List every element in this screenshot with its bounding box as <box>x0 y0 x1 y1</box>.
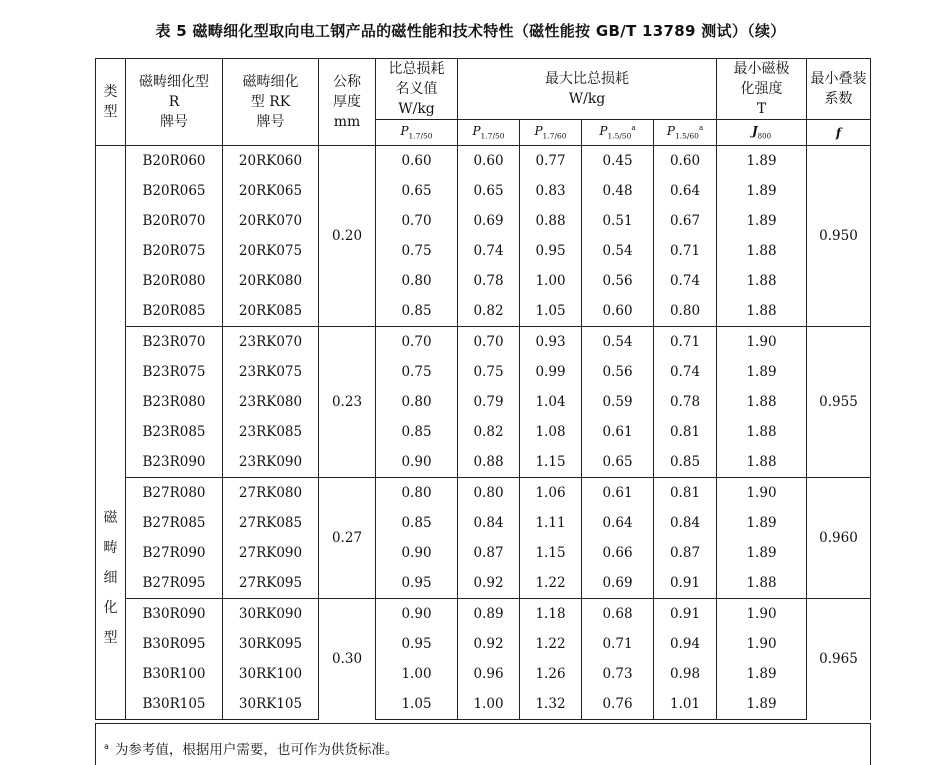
header-max-loss <box>458 59 717 120</box>
loss-cell: 0.91 <box>654 568 717 599</box>
loss-cell: 0.88 <box>458 447 520 478</box>
type-char: 化 <box>103 599 118 616</box>
loss-cell: 1.01 <box>654 689 717 720</box>
header-line: 最大比总损耗 <box>545 71 629 87</box>
table-row <box>96 447 871 478</box>
loss-cell: 0.70 <box>376 206 458 236</box>
loss-cell: 0.87 <box>654 538 717 568</box>
table-row <box>96 236 871 266</box>
grade-r-cell: B23R075 <box>126 357 223 387</box>
table-row <box>96 296 871 327</box>
symbol-main: P <box>666 124 675 139</box>
loss-cell: 0.66 <box>582 538 654 568</box>
grade-r-cell: B23R090 <box>126 447 223 478</box>
grade-r-cell: B27R085 <box>126 508 223 538</box>
grade-r-cell: B20R070 <box>126 206 223 236</box>
grade-rk-cell: 30RK105 <box>223 689 319 720</box>
header-grade-rk <box>223 59 319 146</box>
symbol-sub: 1.7/50 <box>408 131 433 141</box>
grade-rk-cell: 23RK090 <box>223 447 319 478</box>
table-row <box>96 417 871 447</box>
loss-cell: 0.65 <box>582 447 654 478</box>
loss-cell: 0.95 <box>376 629 458 659</box>
type-cell <box>96 146 126 720</box>
header-line: 比总损耗 <box>388 61 445 77</box>
footnote-mark: a <box>698 124 704 133</box>
table-row <box>96 357 871 387</box>
header-line: 化强度 <box>740 81 783 97</box>
header-nominal-loss <box>376 59 458 120</box>
loss-cell: 1.22 <box>520 568 582 599</box>
loss-cell: 0.84 <box>458 508 520 538</box>
header-row <box>96 59 871 120</box>
loss-cell: 0.54 <box>582 236 654 266</box>
loss-cell: 0.73 <box>582 659 654 689</box>
loss-cell: 0.56 <box>582 266 654 296</box>
grade-rk-cell: 27RK095 <box>223 568 319 599</box>
header-type <box>96 59 126 146</box>
table-row <box>96 659 871 689</box>
loss-cell: 0.76 <box>582 689 654 720</box>
header-line: T <box>756 101 767 117</box>
symbol-main: f <box>835 125 842 140</box>
loss-cell: 0.91 <box>654 599 717 630</box>
grade-rk-cell: 30RK100 <box>223 659 319 689</box>
polarization-cell: 1.90 <box>717 327 807 358</box>
stacking-cell: 0.950 <box>807 146 871 327</box>
loss-cell: 0.69 <box>582 568 654 599</box>
header-line: 磁畴细化型 <box>139 74 209 90</box>
loss-cell: 0.99 <box>520 357 582 387</box>
loss-cell: 0.92 <box>458 568 520 599</box>
header-line: 最小磁极 <box>733 61 790 77</box>
loss-cell: 0.69 <box>458 206 520 236</box>
loss-cell: 0.78 <box>458 266 520 296</box>
loss-cell: 0.84 <box>654 508 717 538</box>
type-char: 型 <box>103 629 118 646</box>
thickness-cell: 0.30 <box>319 599 376 720</box>
grade-rk-cell: 30RK090 <box>223 599 319 630</box>
loss-cell: 0.67 <box>654 206 717 236</box>
polarization-cell: 1.90 <box>717 629 807 659</box>
loss-cell: 0.82 <box>458 296 520 327</box>
grade-r-cell: B27R090 <box>126 538 223 568</box>
grade-rk-cell: 30RK095 <box>223 629 319 659</box>
loss-cell: 0.60 <box>654 146 717 177</box>
loss-cell: 0.45 <box>582 146 654 177</box>
polarization-cell: 1.89 <box>717 689 807 720</box>
grade-rk-cell: 20RK075 <box>223 236 319 266</box>
loss-cell: 0.60 <box>376 146 458 177</box>
table-row <box>96 689 871 720</box>
grade-rk-cell: 27RK090 <box>223 538 319 568</box>
grade-rk-cell: 20RK070 <box>223 206 319 236</box>
grade-rk-cell: 23RK075 <box>223 357 319 387</box>
loss-cell: 0.80 <box>654 296 717 327</box>
symbol-main: J <box>751 124 758 139</box>
header-line: W/kg <box>568 91 606 107</box>
loss-cell: 0.95 <box>520 236 582 266</box>
loss-cell: 0.48 <box>582 176 654 206</box>
loss-cell: 0.61 <box>582 417 654 447</box>
polarization-cell: 1.88 <box>717 266 807 296</box>
symbol-p15-60 <box>654 120 717 146</box>
grade-r-cell: B20R080 <box>126 266 223 296</box>
loss-cell: 0.65 <box>458 176 520 206</box>
polarization-cell: 1.90 <box>717 599 807 630</box>
loss-cell: 0.90 <box>376 538 458 568</box>
polarization-cell: 1.89 <box>717 538 807 568</box>
loss-cell: 1.22 <box>520 629 582 659</box>
type-char: 磁 <box>103 509 118 526</box>
header-line: 磁畴细化 <box>242 74 299 90</box>
header-line: 牌号 <box>256 114 285 130</box>
symbol-f <box>807 120 871 146</box>
footnote-mark: a <box>104 741 109 751</box>
loss-cell: 1.00 <box>376 659 458 689</box>
polarization-cell: 1.89 <box>717 659 807 689</box>
table-row <box>96 538 871 568</box>
loss-cell: 0.85 <box>376 296 458 327</box>
polarization-cell: 1.89 <box>717 206 807 236</box>
symbol-main: P <box>472 124 481 139</box>
loss-cell: 1.11 <box>520 508 582 538</box>
symbol-j800 <box>717 120 807 146</box>
loss-cell: 1.26 <box>520 659 582 689</box>
table-row <box>96 387 871 417</box>
type-char: 畴 <box>103 539 118 556</box>
table-title: 表 5 磁畴细化型取向电工钢产品的磁性能和技术特性（磁性能按 GB/T 13789 测试）（续） <box>155 22 786 40</box>
loss-cell: 0.70 <box>458 327 520 358</box>
table-row <box>96 206 871 236</box>
loss-cell: 0.71 <box>654 327 717 358</box>
header-line: 型 RK <box>250 94 291 110</box>
loss-cell: 0.85 <box>376 508 458 538</box>
loss-cell: 0.78 <box>654 387 717 417</box>
loss-cell: 0.74 <box>458 236 520 266</box>
loss-cell: 1.18 <box>520 599 582 630</box>
table-row <box>96 327 871 358</box>
loss-cell: 0.83 <box>520 176 582 206</box>
grade-r-cell: B30R105 <box>126 689 223 720</box>
symbol-main: P <box>534 124 543 139</box>
grade-rk-cell: 20RK065 <box>223 176 319 206</box>
loss-cell: 0.80 <box>376 266 458 296</box>
footnote-body: 为参考值，根据用户需要，也可作为供货标准。 <box>114 742 399 758</box>
symbol-sub: 1.7/60 <box>542 131 567 141</box>
header-thickness <box>319 59 376 146</box>
loss-cell: 0.95 <box>376 568 458 599</box>
loss-cell: 1.05 <box>520 296 582 327</box>
grade-r-cell: B27R080 <box>126 478 223 509</box>
thickness-cell: 0.23 <box>319 327 376 478</box>
loss-cell: 0.85 <box>376 417 458 447</box>
header-type-line: 类 <box>103 84 118 100</box>
loss-cell: 0.54 <box>582 327 654 358</box>
symbol-p17-50-nominal <box>376 120 458 146</box>
loss-cell: 0.74 <box>654 266 717 296</box>
loss-cell: 0.75 <box>376 236 458 266</box>
loss-cell: 0.81 <box>654 478 717 509</box>
grade-rk-cell: 27RK080 <box>223 478 319 509</box>
footnote <box>95 723 871 765</box>
loss-cell: 1.08 <box>520 417 582 447</box>
polarization-cell: 1.88 <box>717 387 807 417</box>
type-char: 细 <box>103 569 118 586</box>
header-line: 名义值 <box>395 81 438 97</box>
polarization-cell: 1.90 <box>717 478 807 509</box>
header-min-polarization <box>717 59 807 120</box>
symbol-sub: 1.5/50 <box>607 131 632 141</box>
header-line: W/kg <box>398 101 435 117</box>
grade-r-cell: B23R085 <box>126 417 223 447</box>
loss-cell: 0.60 <box>582 296 654 327</box>
grade-r-cell: B20R075 <box>126 236 223 266</box>
grade-r-cell: B20R085 <box>126 296 223 327</box>
polarization-cell: 1.89 <box>717 176 807 206</box>
loss-cell: 0.68 <box>582 599 654 630</box>
header-line: 最小叠装 <box>810 71 867 87</box>
loss-cell: 1.05 <box>376 689 458 720</box>
thickness-cell: 0.20 <box>319 146 376 327</box>
header-stacking-factor <box>807 59 871 120</box>
footnote-text <box>104 738 398 758</box>
polarization-cell: 1.89 <box>717 146 807 177</box>
table-row <box>96 146 871 177</box>
grade-rk-cell: 23RK080 <box>223 387 319 417</box>
polarization-cell: 1.88 <box>717 236 807 266</box>
header-line: 系数 <box>824 91 853 107</box>
loss-cell: 0.59 <box>582 387 654 417</box>
header-line: mm <box>333 114 361 130</box>
grade-r-cell: B23R080 <box>126 387 223 417</box>
grade-rk-cell: 27RK085 <box>223 508 319 538</box>
loss-cell: 0.85 <box>654 447 717 478</box>
loss-cell: 0.80 <box>376 478 458 509</box>
symbol-sub: 800 <box>757 132 772 141</box>
properties-table <box>95 58 871 720</box>
loss-cell: 0.71 <box>582 629 654 659</box>
loss-cell: 0.71 <box>654 236 717 266</box>
loss-cell: 0.96 <box>458 659 520 689</box>
table-row <box>96 176 871 206</box>
loss-cell: 0.82 <box>458 417 520 447</box>
loss-cell: 0.56 <box>582 357 654 387</box>
loss-cell: 1.04 <box>520 387 582 417</box>
loss-cell: 0.64 <box>582 508 654 538</box>
loss-cell: 0.90 <box>376 599 458 630</box>
grade-r-cell: B27R095 <box>126 568 223 599</box>
polarization-cell: 1.88 <box>717 296 807 327</box>
grade-rk-cell: 23RK070 <box>223 327 319 358</box>
loss-cell: 0.65 <box>376 176 458 206</box>
table-row <box>96 568 871 599</box>
polarization-cell: 1.88 <box>717 447 807 478</box>
loss-cell: 0.61 <box>582 478 654 509</box>
grade-rk-cell: 23RK085 <box>223 417 319 447</box>
symbol-p17-60 <box>520 120 582 146</box>
table-row <box>96 629 871 659</box>
header-line: R <box>168 94 180 110</box>
grade-rk-cell: 20RK085 <box>223 296 319 327</box>
loss-cell: 0.81 <box>654 417 717 447</box>
loss-cell: 0.75 <box>376 357 458 387</box>
grade-r-cell: B30R100 <box>126 659 223 689</box>
header-type-line: 型 <box>103 104 118 120</box>
grade-r-cell: B23R070 <box>126 327 223 358</box>
stacking-cell: 0.960 <box>807 478 871 599</box>
loss-cell: 0.60 <box>458 146 520 177</box>
loss-cell: 0.70 <box>376 327 458 358</box>
loss-cell: 1.00 <box>458 689 520 720</box>
grade-rk-cell: 20RK080 <box>223 266 319 296</box>
symbol-main: P <box>599 124 608 139</box>
loss-cell: 1.15 <box>520 447 582 478</box>
table-row <box>96 266 871 296</box>
grade-r-cell: B30R090 <box>126 599 223 630</box>
header-grade-r <box>126 59 223 146</box>
grade-rk-cell: 20RK060 <box>223 146 319 177</box>
polarization-cell: 1.88 <box>717 568 807 599</box>
loss-cell: 0.80 <box>458 478 520 509</box>
symbol-sub: 1.5/60 <box>674 131 699 141</box>
loss-cell: 0.93 <box>520 327 582 358</box>
loss-cell: 1.32 <box>520 689 582 720</box>
symbol-p15-50 <box>582 120 654 146</box>
loss-cell: 0.74 <box>654 357 717 387</box>
polarization-cell: 1.88 <box>717 417 807 447</box>
loss-cell: 0.80 <box>376 387 458 417</box>
loss-cell: 0.77 <box>520 146 582 177</box>
footnote-mark: a <box>631 124 636 133</box>
loss-cell: 0.87 <box>458 538 520 568</box>
polarization-cell: 1.89 <box>717 357 807 387</box>
loss-cell: 1.06 <box>520 478 582 509</box>
grade-r-cell: B20R060 <box>126 146 223 177</box>
header-line: 公称 <box>333 74 361 90</box>
symbol-main: P <box>400 124 409 139</box>
loss-cell: 0.88 <box>520 206 582 236</box>
table-row <box>96 599 871 630</box>
thickness-cell: 0.27 <box>319 478 376 599</box>
loss-cell: 0.98 <box>654 659 717 689</box>
loss-cell: 0.94 <box>654 629 717 659</box>
header-line: 牌号 <box>160 114 188 130</box>
header-line: 厚度 <box>333 94 361 110</box>
stacking-cell: 0.965 <box>807 599 871 720</box>
symbol-p17-50 <box>458 120 520 146</box>
loss-cell: 0.64 <box>654 176 717 206</box>
loss-cell: 0.75 <box>458 357 520 387</box>
loss-cell: 0.90 <box>376 447 458 478</box>
stacking-cell: 0.955 <box>807 327 871 478</box>
grade-r-cell: B20R065 <box>126 176 223 206</box>
grade-r-cell: B30R095 <box>126 629 223 659</box>
polarization-cell: 1.89 <box>717 508 807 538</box>
symbol-sub: 1.7/50 <box>480 131 505 141</box>
loss-cell: 0.92 <box>458 629 520 659</box>
loss-cell: 0.79 <box>458 387 520 417</box>
table-row <box>96 508 871 538</box>
loss-cell: 1.15 <box>520 538 582 568</box>
loss-cell: 0.89 <box>458 599 520 630</box>
loss-cell: 0.51 <box>582 206 654 236</box>
loss-cell: 1.00 <box>520 266 582 296</box>
table-row <box>96 478 871 509</box>
